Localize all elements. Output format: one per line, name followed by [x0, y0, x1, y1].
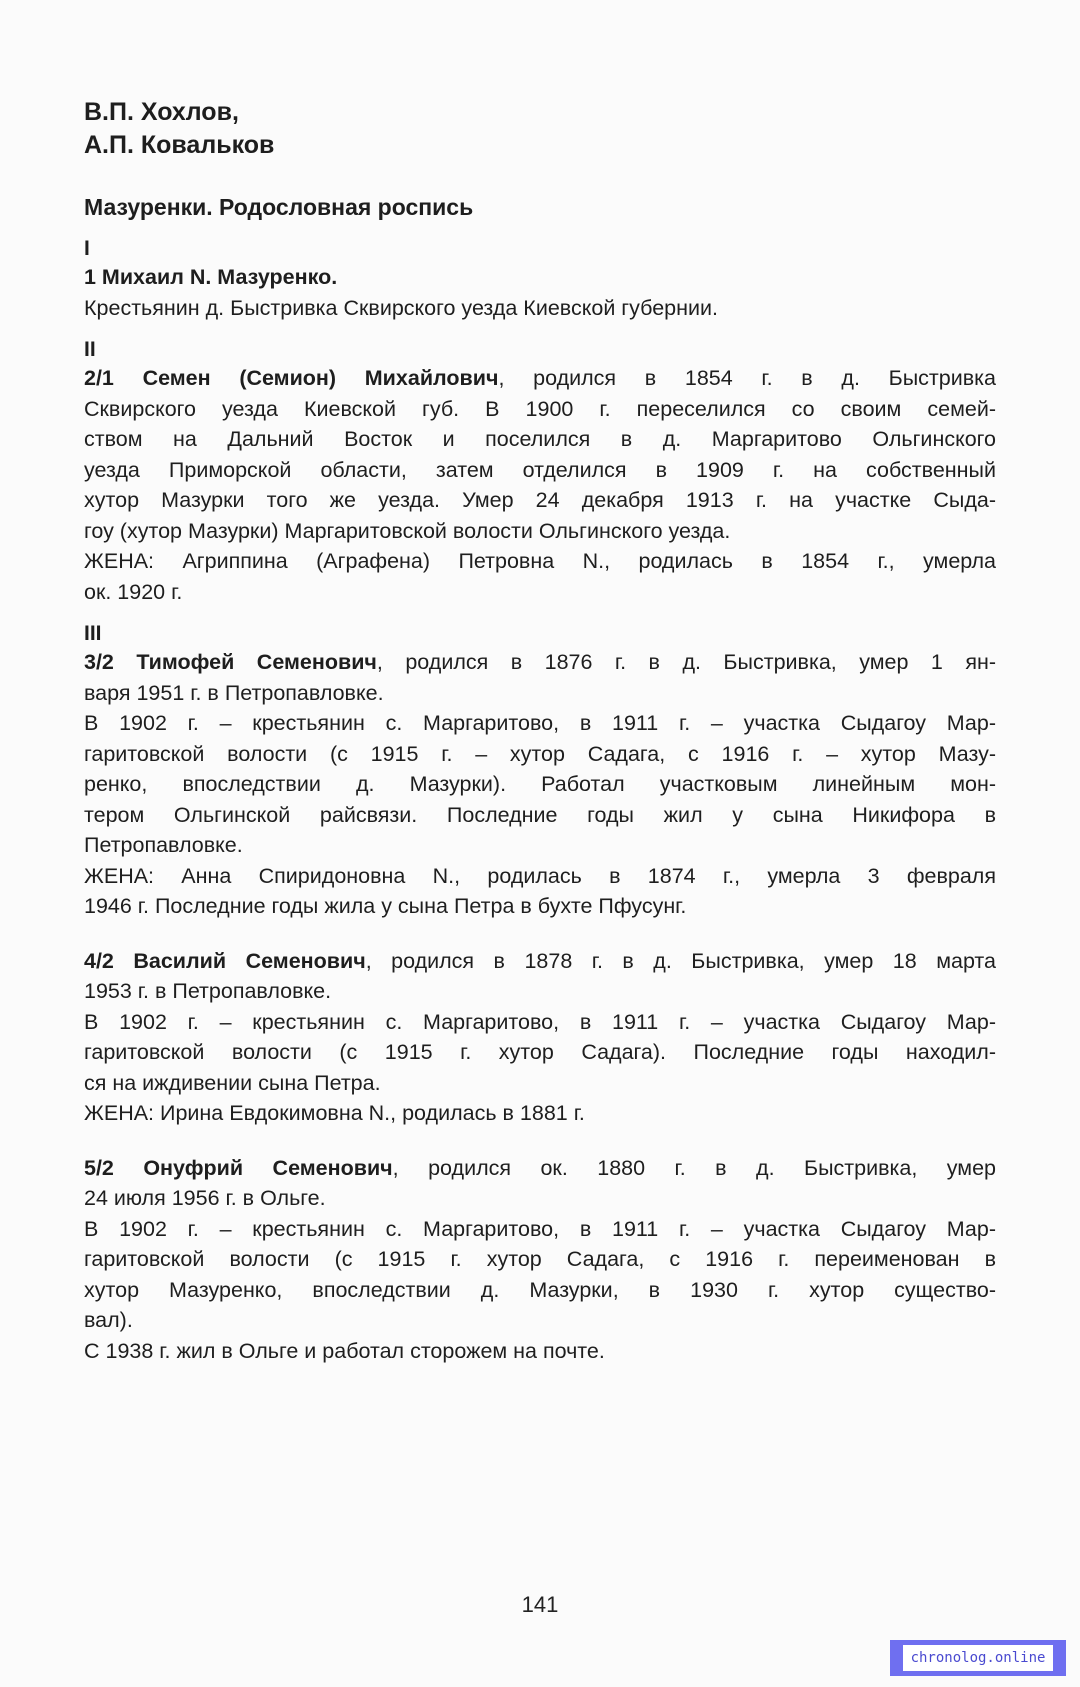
- text-line: [84, 1336, 996, 1367]
- genealogy-list: [84, 236, 996, 1366]
- line-text: ренко, впоследствии д. Мазурки). Работал участковым линейным мон-: [84, 772, 996, 796]
- line-text: ЖЕНА: Ирина Евдокимовна N., родилась в 1881 г.: [84, 1101, 585, 1125]
- genealogy-entry: [84, 363, 996, 607]
- line-text: ЖЕНА: Анна Спиридоновна N., родилась в 1874 г., умерла 3 февраля: [84, 863, 996, 888]
- text-line: [84, 976, 996, 1007]
- text-line: [84, 647, 996, 678]
- watermark-badge: [890, 1640, 1066, 1676]
- page-number: 141: [521, 1592, 559, 1617]
- line-text: гаритовской волости (с 1915 г. хутор Садага). Последние годы находил-: [84, 1040, 996, 1064]
- text-line: [84, 262, 996, 293]
- line-text: , родился в 1878 г. в д. Быстривка, умер 18 марта: [365, 948, 996, 973]
- text-line: [84, 1037, 996, 1068]
- text-line: [84, 1244, 996, 1275]
- text-line: [84, 861, 996, 892]
- text-line: [84, 546, 996, 577]
- line-text: Петропавловке.: [84, 833, 243, 857]
- person-name: 2/1 Семен (Семион) Михайлович: [84, 366, 499, 390]
- line-text: , родился в 1876 г. в д. Быстривка, умер 1 ян-: [376, 650, 996, 674]
- text-line: [84, 485, 996, 516]
- text-line: [84, 577, 996, 608]
- article-title: Мазуренки. Родословная роспись: [84, 194, 474, 220]
- text-line: [84, 293, 996, 324]
- authors: [84, 96, 996, 162]
- line-text: гоу (хутор Мазурки) Маргаритовской волости Ольгинского уезда.: [84, 518, 731, 543]
- line-text: В 1902 г. – крестьянин с. Маргаритово, в 1911 г. – участка Сыдагоу Мар-: [84, 1216, 996, 1241]
- line-text: хутор Мазуренко, впоследствии д. Мазурки, в 1930 г. хутор существо-: [84, 1277, 996, 1302]
- line-text: ЖЕНА: Агриппина (Аграфена) Петровна N., родилась в 1854 г., умерла: [84, 549, 996, 573]
- watermark-text: chronolog.online: [903, 1645, 1054, 1671]
- text-line: [84, 455, 996, 486]
- text-line: [84, 891, 996, 922]
- generation-heading: II: [84, 338, 96, 361]
- text-line: [84, 1275, 996, 1306]
- line-text: хутор Мазурки того же уезда. Умер 24 декабря 1913 г. на участке Сыда-: [84, 488, 996, 512]
- line-text: , родился в 1854 г. в д. Быстривка: [498, 366, 996, 390]
- genealogy-entry: [84, 262, 996, 323]
- genealogy-entry: [84, 1153, 996, 1367]
- text-line: [84, 1305, 996, 1336]
- line-text: гаритовской волости (с 1915 г. – хутор Садага, с 1916 г. – хутор Мазу-: [84, 741, 996, 766]
- line-text: вал).: [84, 1308, 133, 1332]
- text-line: [84, 1214, 996, 1245]
- text-line: [84, 708, 996, 739]
- text-line: [84, 769, 996, 800]
- text-line: [84, 830, 996, 861]
- person-name: 1 Михаил N. Мазуренко.: [84, 265, 338, 289]
- person-name: 4/2 Василий Семенович: [84, 948, 366, 973]
- line-text: 1946 г. Последние годы жила у сына Петра в бухте Пфусунг.: [84, 894, 687, 918]
- person-name: 5/2 Онуфрий Семенович: [84, 1155, 393, 1180]
- line-text: С 1938 г. жил в Ольге и работал сторожем на почте.: [84, 1338, 605, 1363]
- text-line: [84, 1183, 996, 1214]
- line-text: , родился ок. 1880 г. в д. Быстривка, умер: [392, 1155, 996, 1180]
- line-text: ок. 1920 г.: [84, 579, 183, 604]
- generation-heading: III: [84, 622, 102, 645]
- line-text: Сквирского уезда Киевской губ. В 1900 г. переселился со своим семей-: [84, 396, 996, 421]
- book-page: [84, 96, 996, 1366]
- text-line: [84, 739, 996, 770]
- line-text: ся на иждивении сына Петра.: [84, 1070, 381, 1095]
- text-line: [84, 800, 996, 831]
- text-line: [84, 946, 996, 977]
- line-text: В 1902 г. – крестьянин с. Маргаритово, в 1911 г. – участка Сыдагоу Мар-: [84, 1009, 996, 1034]
- genealogy-entry: [84, 647, 996, 922]
- text-line: [84, 516, 996, 547]
- line-text: ством на Дальний Восток и поселился в д. Маргаритово Ольгинского: [84, 427, 996, 451]
- text-line: [84, 678, 996, 709]
- generation-heading: I: [84, 237, 90, 260]
- author-name: В.П. Хохлов,: [84, 98, 239, 126]
- line-text: гаритовской волости (с 1915 г. хутор Садага, с 1916 г. переименован в: [84, 1247, 996, 1271]
- text-line: [84, 363, 996, 394]
- line-text: уезда Приморской области, затем отделился в 1909 г. на собственный: [84, 457, 996, 482]
- line-text: варя 1951 г. в Петропавловке.: [84, 680, 384, 705]
- text-line: [84, 1007, 996, 1038]
- text-line: [84, 1068, 996, 1099]
- line-text: 1953 г. в Петропавловке.: [84, 979, 332, 1003]
- line-text: 24 июля 1956 г. в Ольге.: [84, 1186, 326, 1210]
- line-text: В 1902 г. – крестьянин с. Маргаритово, в 1911 г. – участка Сыдагоу Мар-: [84, 711, 996, 735]
- genealogy-entry: [84, 946, 996, 1129]
- author-name: А.П. Ковальков: [84, 131, 275, 159]
- person-name: 3/2 Тимофей Семенович: [84, 650, 377, 674]
- text-line: [84, 1153, 996, 1184]
- text-line: [84, 1098, 996, 1129]
- line-text: тером Ольгинской райсвязи. Последние годы жил у сына Никифора в: [84, 802, 996, 827]
- text-line: [84, 394, 996, 425]
- text-line: [84, 424, 996, 455]
- line-text: Крестьянин д. Быстривка Сквирского уезда Киевской губернии.: [84, 295, 718, 320]
